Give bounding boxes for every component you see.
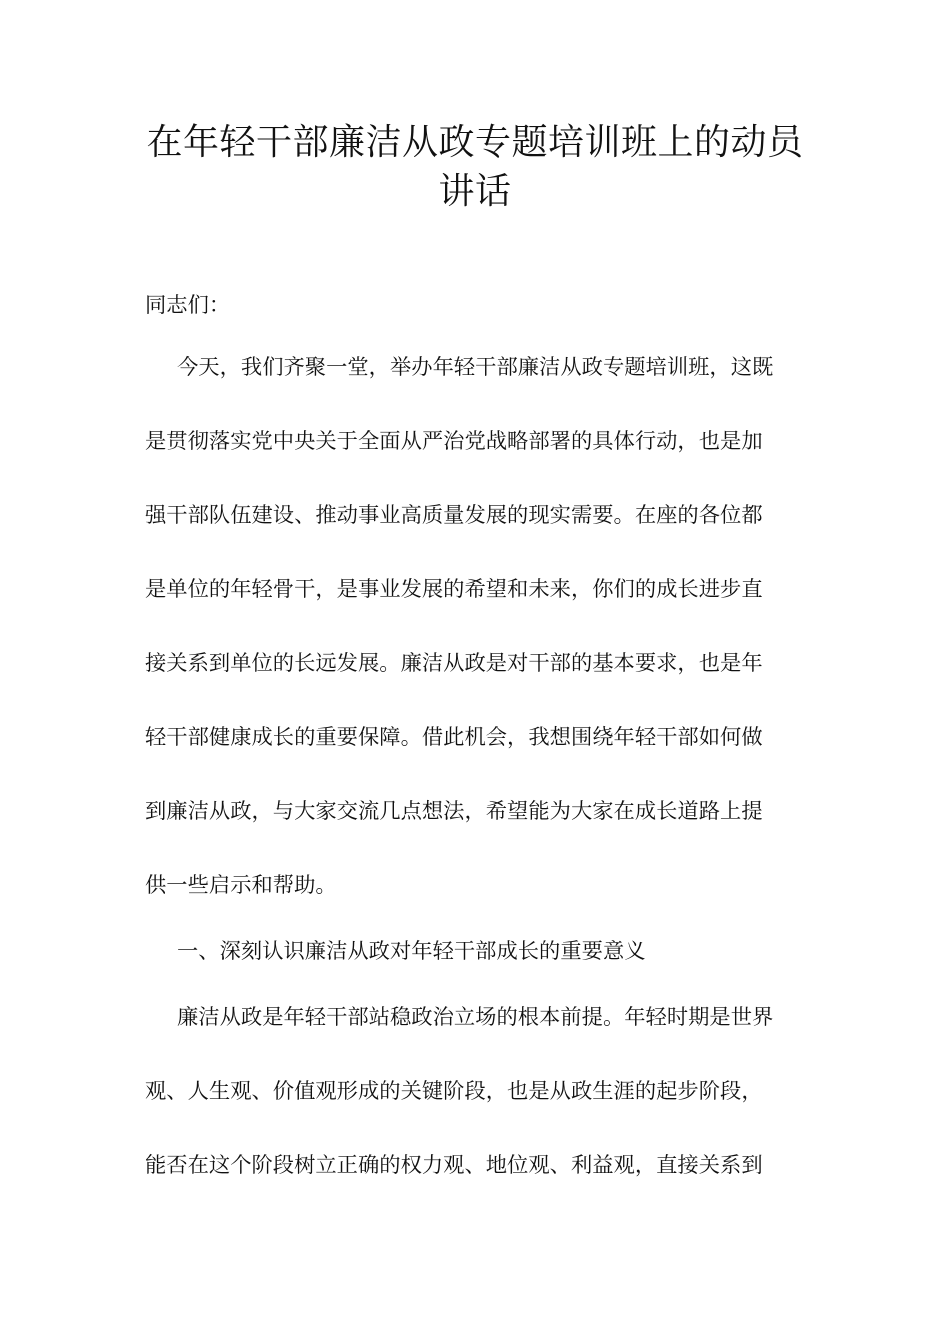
paragraph-2-line-1: 廉洁从政是年轻干部站稳政治立场的根本前提。年轻时期是世界: [177, 1005, 774, 1030]
paragraph-1-line-5: 接关系到单位的长远发展。廉洁从政是对干部的基本要求，也是年: [145, 651, 763, 676]
salutation: 同志们：: [145, 293, 231, 318]
paragraph-1-line-1: 今天，我们齐聚一堂，举办年轻干部廉洁从政专题培训班，这既: [177, 355, 774, 380]
paragraph-1-line-7: 到廉洁从政，与大家交流几点想法，希望能为大家在成长道路上提: [145, 799, 763, 824]
paragraph-1-line-4: 是单位的年轻骨干，是事业发展的希望和未来，你们的成长进步直: [145, 577, 763, 602]
document-title-line-2: 讲话: [438, 171, 512, 212]
section-heading-1: 一、深刻认识廉洁从政对年轻干部成长的重要意义: [177, 939, 646, 964]
paragraph-1-line-8: 供一些启示和帮助。: [145, 873, 337, 898]
paragraph-1-line-2: 是贯彻落实党中央关于全面从严治党战略部署的具体行动，也是加: [145, 429, 763, 454]
paragraph-1-line-6: 轻干部健康成长的重要保障。借此机会，我想围绕年轻干部如何做: [145, 725, 763, 750]
paragraph-2-line-2: 观、人生观、价值观形成的关键阶段，也是从政生涯的起步阶段，: [145, 1079, 763, 1104]
paragraph-2-line-3: 能否在这个阶段树立正确的权力观、地位观、利益观，直接关系到: [145, 1153, 763, 1178]
paragraph-1-line-3: 强干部队伍建设、推动事业高质量发展的现实需要。在座的各位都: [145, 503, 763, 528]
document-title-line-1: 在年轻干部廉洁从政专题培训班上的动员: [146, 122, 804, 163]
